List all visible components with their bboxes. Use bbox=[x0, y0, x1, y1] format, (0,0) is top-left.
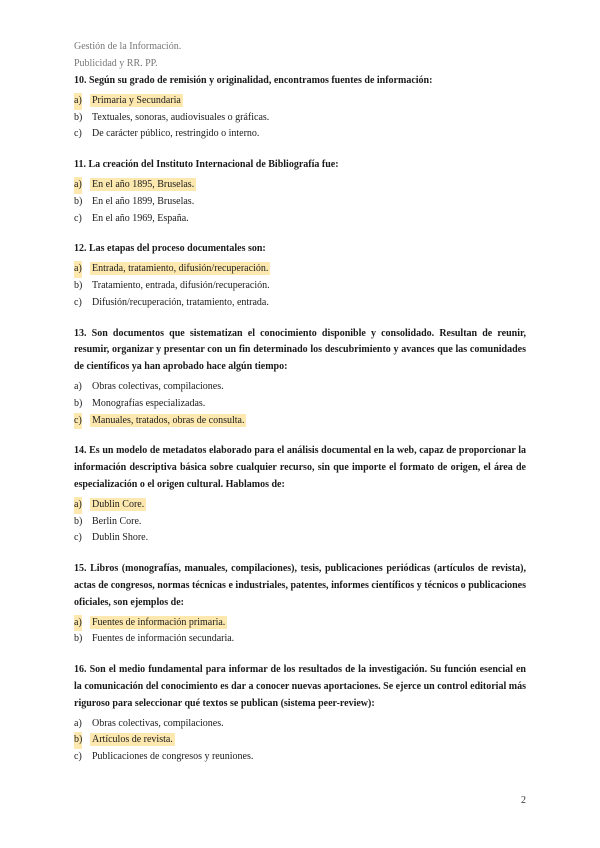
question-text: 13. Son documentos que sistematizan el conocimiento disponible y consolidado. Resultan de reunir, resumir, organizar y presentar con un fin determinado los descubrimiento y avances que las comunidades de científicos ya han aprobado hace algún tiempo: bbox=[74, 327, 526, 373]
question-text: 16. Son el medio fundamental para informar de los resultados de la investigación. Su función esencial en la comunicación del conocimiento es dar a conocer nuevas aportaciones. Se ejerce un control editorial más riguroso para seleccionar qué textos se publican (sistema peer-review): bbox=[74, 664, 526, 709]
option-letter: a) bbox=[74, 615, 82, 632]
question-text: 14. Es un modelo de metadatos elaborado para el análisis documental en la web, capaz de proporcionar la información descriptiva básica sobre cualquier recurso, sin que importe el formato de origen, el área de especialización o el origen cultural. Hablamos de: bbox=[74, 445, 526, 490]
option-letter: c) bbox=[74, 212, 82, 224]
option-text: En el año 1895, Bruselas. bbox=[92, 178, 195, 190]
answer-option bbox=[74, 749, 526, 766]
answer-option bbox=[74, 110, 526, 127]
answer-option bbox=[74, 631, 526, 648]
option-letter: b) bbox=[74, 397, 83, 409]
question-block bbox=[74, 561, 526, 648]
option-text: Monografías especializadas. bbox=[92, 397, 206, 409]
option-letter: a) bbox=[74, 497, 82, 514]
option-text: Textuales, sonoras, audiovisuales o gráficas. bbox=[92, 111, 270, 123]
question-text: 15. Libros (monografías, manuales, compilaciones), tesis, publicaciones periódicas (artículos de revista), actas de congresos, normas técnicas e industriales, patentes, informes científicos y técnicos o publicaciones oficiales, son ejemplos de: bbox=[74, 563, 526, 608]
answer-option bbox=[74, 530, 526, 547]
question-block bbox=[74, 443, 526, 547]
option-letter: c) bbox=[74, 413, 82, 430]
page-header bbox=[74, 38, 181, 72]
answer-option-correct bbox=[74, 497, 526, 514]
option-letter: c) bbox=[74, 128, 82, 140]
answer-option bbox=[74, 716, 526, 733]
option-text: Berlin Core. bbox=[92, 515, 142, 527]
option-letter: a) bbox=[74, 177, 82, 194]
answer-option-correct bbox=[74, 615, 526, 632]
option-text: Difusión/recuperación, tratamiento, entrada. bbox=[92, 296, 269, 308]
question-block bbox=[74, 241, 526, 311]
option-text: Obras colectivas, compilaciones. bbox=[92, 717, 224, 729]
question-block bbox=[74, 662, 526, 766]
answer-option bbox=[74, 278, 526, 295]
option-text: En el año 1899, Bruselas. bbox=[92, 195, 195, 207]
page-number: 2 bbox=[521, 795, 526, 806]
option-letter: b) bbox=[74, 515, 83, 527]
answer-option-correct bbox=[74, 261, 526, 278]
answer-option bbox=[74, 295, 526, 312]
answer-option-correct bbox=[74, 732, 526, 749]
option-text: Primaria y Secundaria bbox=[92, 94, 181, 106]
question-block bbox=[74, 73, 526, 143]
answer-option bbox=[74, 514, 526, 531]
option-letter: a) bbox=[74, 717, 82, 729]
option-text: Fuentes de información primaria. bbox=[92, 616, 226, 628]
option-text: Manuales, tratados, obras de consulta. bbox=[92, 414, 245, 426]
answer-option-correct bbox=[74, 177, 526, 194]
answer-option bbox=[74, 194, 526, 211]
answer-option bbox=[74, 126, 526, 143]
question-text: 12. Las etapas del proceso documentales son: bbox=[74, 243, 266, 255]
option-text: Publicaciones de congresos y reuniones. bbox=[92, 751, 254, 763]
option-letter: a) bbox=[74, 380, 82, 392]
answer-option-correct bbox=[74, 413, 526, 430]
option-text: Entrada, tratamiento, difusión/recuperación. bbox=[92, 263, 269, 275]
question-block bbox=[74, 157, 526, 227]
question-text: 11. La creación del Instituto Internacional de Bibliografía fue: bbox=[74, 159, 339, 171]
option-text: En el año 1969, España. bbox=[92, 212, 189, 224]
answer-option bbox=[74, 211, 526, 228]
option-letter: c) bbox=[74, 296, 82, 308]
answer-option bbox=[74, 396, 526, 413]
option-letter: a) bbox=[74, 93, 82, 110]
header-course: Gestión de la Información. bbox=[74, 41, 182, 52]
answer-option bbox=[74, 379, 526, 396]
question-text: 10. Según su grado de remisión y originalidad, encontramos fuentes de información: bbox=[74, 75, 433, 86]
header-degree: Publicidad y RR. PP. bbox=[74, 58, 158, 69]
option-text: Fuentes de información secundaria. bbox=[92, 633, 235, 645]
option-text: Dublin Shore. bbox=[92, 532, 149, 544]
answer-option-correct bbox=[74, 93, 526, 110]
option-letter: b) bbox=[74, 732, 82, 749]
option-letter: b) bbox=[74, 279, 83, 291]
option-letter: b) bbox=[74, 111, 83, 123]
option-text: Obras colectivas, compilaciones. bbox=[92, 380, 224, 392]
option-letter: b) bbox=[74, 633, 83, 645]
option-text: Dublin Core. bbox=[92, 498, 145, 510]
option-letter: c) bbox=[74, 532, 82, 544]
option-text: Artículos de revista. bbox=[92, 734, 173, 746]
option-text: De carácter público, restringido o interno. bbox=[92, 128, 260, 140]
option-text: Tratamiento, entrada, difusión/recuperación. bbox=[92, 279, 270, 291]
option-letter: a) bbox=[74, 261, 82, 278]
questions-list bbox=[74, 73, 526, 780]
option-letter: c) bbox=[74, 751, 82, 763]
option-letter: b) bbox=[74, 195, 83, 207]
question-block bbox=[74, 326, 526, 430]
